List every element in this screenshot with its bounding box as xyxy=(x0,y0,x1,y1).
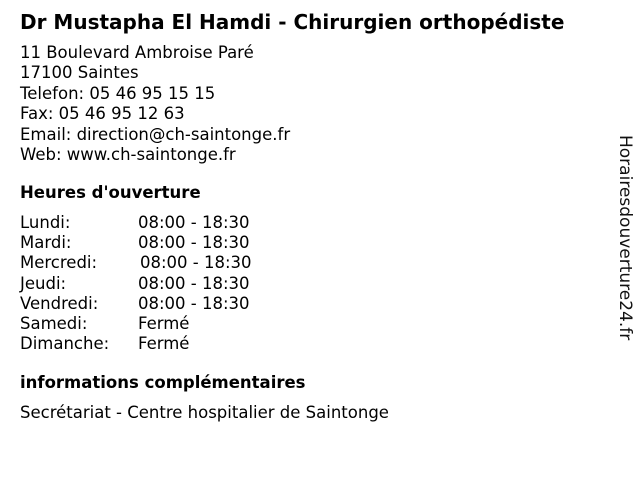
hours-row-lundi xyxy=(20,213,320,233)
day-label: Samedi: xyxy=(20,313,88,333)
hours-row-mercredi xyxy=(20,253,320,273)
day-label: Dimanche: xyxy=(20,334,110,354)
day-label: Vendredi: xyxy=(20,293,99,313)
day-label: Lundi: xyxy=(20,213,71,232)
opening-hours-table xyxy=(20,213,320,354)
opening-hours-heading: Heures d'ouverture xyxy=(20,183,201,202)
time-value: 08:00 - 18:30 xyxy=(138,273,250,293)
contact-block xyxy=(20,43,290,165)
hours-row-vendredi xyxy=(20,294,320,314)
time-value: Fermé xyxy=(138,313,190,333)
email-address: Email: direction@ch-saintonge.fr xyxy=(20,124,291,144)
time-value: 08:00 - 18:30 xyxy=(138,233,250,253)
time-value: Fermé xyxy=(138,334,190,354)
phone-number: Telefon: 05 46 95 15 15 xyxy=(20,83,216,103)
hours-row-jeudi xyxy=(20,274,320,294)
time-value: 08:00 - 18:30 xyxy=(140,253,252,273)
day-label: Jeudi: xyxy=(20,273,67,293)
day-label: Mercredi: xyxy=(20,253,98,273)
page-title: Dr Mustapha El Hamdi - Chirurgien orthopédiste xyxy=(20,10,565,34)
street-address: 11 Boulevard Ambroise Paré xyxy=(20,43,254,62)
brand-watermark: Horairesdouverture24.fr xyxy=(615,135,635,341)
time-value: 08:00 - 18:30 xyxy=(138,293,250,313)
website: Web: www.ch-saintonge.fr xyxy=(20,145,236,165)
hours-row-dimanche xyxy=(20,334,320,354)
day-label: Mardi: xyxy=(20,233,72,253)
additional-info-heading: informations complémentaires xyxy=(20,373,306,392)
fax-number: Fax: 05 46 95 12 63 xyxy=(20,104,185,124)
time-value: 08:00 - 18:30 xyxy=(138,213,250,232)
additional-info-text: Secrétariat - Centre hospitalier de Saintonge xyxy=(20,403,389,422)
hours-row-mardi xyxy=(20,233,320,253)
city-address: 17100 Saintes xyxy=(20,63,139,83)
hours-row-samedi xyxy=(20,314,320,334)
